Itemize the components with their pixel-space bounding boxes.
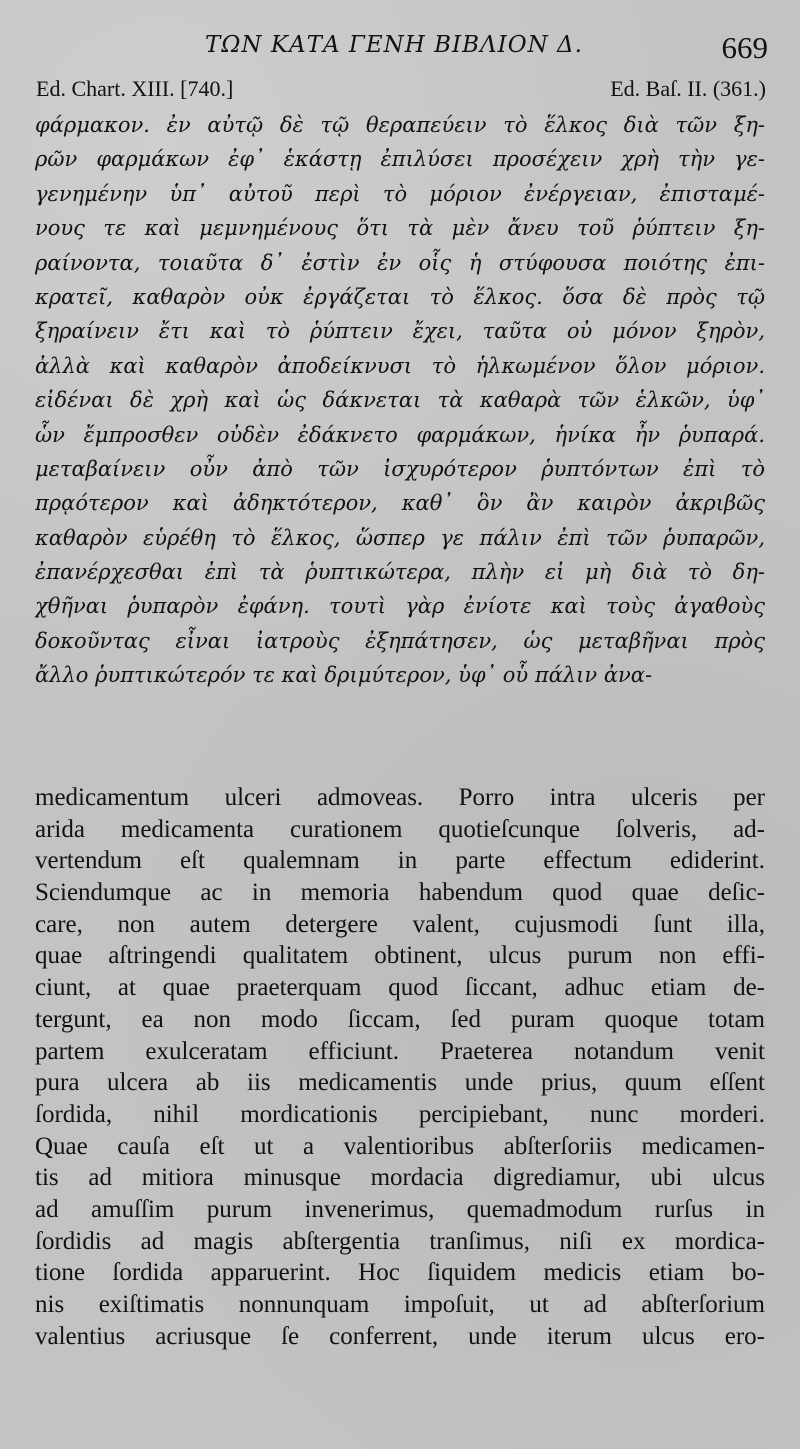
greek-text-line: ἐπανέρχεσθαι ἐπὶ τὰ ῥυπτικώτερα, πλὴν εἰ μὴ διὰ τὸ δη- xyxy=(35,560,765,585)
latin-text-line: tergunt, ea non modo ſiccam, ſed puram quoque totam xyxy=(35,1005,765,1033)
latin-text-line: arida medicamenta curationem quotieſcunque ſolveris, ad- xyxy=(35,815,765,843)
latin-text-line: tis ad mitiora minusque mordacia digrediamur, ubi ulcus xyxy=(35,1164,765,1192)
edition-chart-reference: Ed. Chart. XIII. [740.] xyxy=(36,76,234,101)
latin-text-line: nis exiſtimatis nonnunquam impoſuit, ut ad abſterſorium xyxy=(35,1291,765,1318)
latin-text-line: Sciendumque ac in memoria habendum quod quae deſic- xyxy=(35,879,765,907)
latin-text-line: medicamentum ulceri admoveas. Porro intra ulceris per xyxy=(35,784,765,811)
latin-text-line: pura ulcera ab iis medicamentis unde prius, quum eſſent xyxy=(35,1069,765,1097)
greek-text-line: πρᾳότερον καὶ ἀδηκτότερον, καθ᾽ ὃν ἂν καιρὸν ἀκριβῶς xyxy=(35,491,765,516)
latin-text-line: ciunt, at quae praeterquam quod ſiccant, adhuc etiam de- xyxy=(35,974,765,1002)
greek-text-line: ὧν ἔμπροσθεν οὐδὲν ἐδάκνετο φαρμάκων, ἡνίκα ἦν ῥυπαρά. xyxy=(35,422,765,447)
latin-text-line: care, non autem detergere valent, cujusmodi ſunt illa, xyxy=(35,910,765,938)
edition-references xyxy=(36,76,766,106)
greek-text-line: ραίνοντα, τοιαῦτα δ᾽ ἐστὶν ἐν οἷς ἡ στύφουσα ποιότης ἐπι- xyxy=(35,250,765,275)
greek-text-line: ρῶν φαρμάκων ἐφ᾽ ἑκάστῃ ἐπιλύσει προσέχειν χρὴ τὴν γε- xyxy=(35,147,765,172)
greek-text-line: νους τε καὶ μεμνημένους ὅτι τὰ μὲν ἄνευ τοῦ ῥύπτειν ξη- xyxy=(35,216,765,241)
page-number: 669 xyxy=(721,30,768,65)
latin-text-line: vertendum eſt qualemnam in parte effectum ediderint. xyxy=(35,847,765,875)
latin-text-line: ſordidis ad magis abſtergentia tranſimus, niſi ex mordica- xyxy=(35,1227,765,1255)
greek-text-line: χθῆναι ῥυπαρὸν ἐφάνη. τουτὶ γὰρ ἐνίοτε καὶ τοὺς ἀγαθοὺς xyxy=(35,594,765,619)
running-title: ΤΩΝ ΚΑΤΑ ΓΕΝΗ ΒΙΒΛΙΟΝ Δ. xyxy=(205,32,583,58)
greek-text-line: κρατεῖ, καθαρὸν οὐκ ἐργάζεται τὸ ἕλκος. ὅσα δὲ πρὸς τῷ xyxy=(35,284,765,309)
latin-text-block xyxy=(35,782,765,1352)
greek-text-line: εἰδέναι δὲ χρὴ καὶ ὡς δάκνεται τὰ καθαρὰ τῶν ἑλκῶν, ὑφ᾽ xyxy=(35,388,765,413)
latin-text-line: valentius acriusque ſe conferrent, unde iterum ulcus ero- xyxy=(35,1322,765,1350)
edition-basel-reference: Ed. Baſ. II. (361.) xyxy=(610,76,766,101)
greek-text-block xyxy=(35,108,765,693)
greek-text-line: γενημένην ὑπ᾽ αὐτοῦ περὶ τὸ μόριον ἐνέργειαν, ἐπισταμέ- xyxy=(35,181,765,206)
greek-text-line: ἄλλο ῥυπτικώτερόν τε καὶ δριμύτερον, ὑφ᾽ οὗ πάλιν ἀνα- xyxy=(35,663,653,688)
running-head xyxy=(0,30,800,70)
latin-text-line: ad amuſſim purum invenerimus, quemadmodum rurſus in xyxy=(35,1195,765,1223)
latin-text-line: quae aſtringendi qualitatem obtinent, ulcus purum non effi- xyxy=(35,942,765,970)
latin-text-line: tione ſordida apparuerint. Hoc ſiquidem medicis etiam bo- xyxy=(35,1259,765,1287)
latin-text-line: ſordida, nihil mordicationis percipiebant, nunc morderi. xyxy=(35,1100,765,1128)
greek-text-line: μεταβαίνειν οὖν ἀπὸ τῶν ἰσχυρότερον ῥυπτόντων ἐπὶ τὸ xyxy=(35,456,765,481)
greek-text-line: ἀλλὰ καὶ καθαρὸν ἀποδείκνυσι τὸ ἡλκωμένον ὅλον μόριον. xyxy=(35,353,765,378)
greek-text-line: ξηραίνειν ἔτι καὶ τὸ ῥύπτειν ἔχει, ταῦτα οὐ μόνον ξηρὸν, xyxy=(35,319,765,344)
greek-text-line: καθαρὸν εὑρέθη τὸ ἕλκος, ὥσπερ γε πάλιν ἐπὶ τῶν ῥυπαρῶν, xyxy=(35,525,765,550)
latin-text-line: Quae cauſa eſt ut a valentioribus abſterſoriis medicamen- xyxy=(35,1132,765,1160)
greek-text-line: δοκοῦντας εἶναι ἰατροὺς ἐξηπάτησεν, ὡς μεταβῆναι πρὸς xyxy=(35,628,765,653)
greek-text-line: φάρμακον. ἐν αὐτῷ δὲ τῷ θεραπεύειν τὸ ἕλκος διὰ τῶν ξη- xyxy=(35,113,765,137)
latin-text-line: partem exulceratam efficiunt. Praeterea notandum venit xyxy=(35,1037,765,1065)
